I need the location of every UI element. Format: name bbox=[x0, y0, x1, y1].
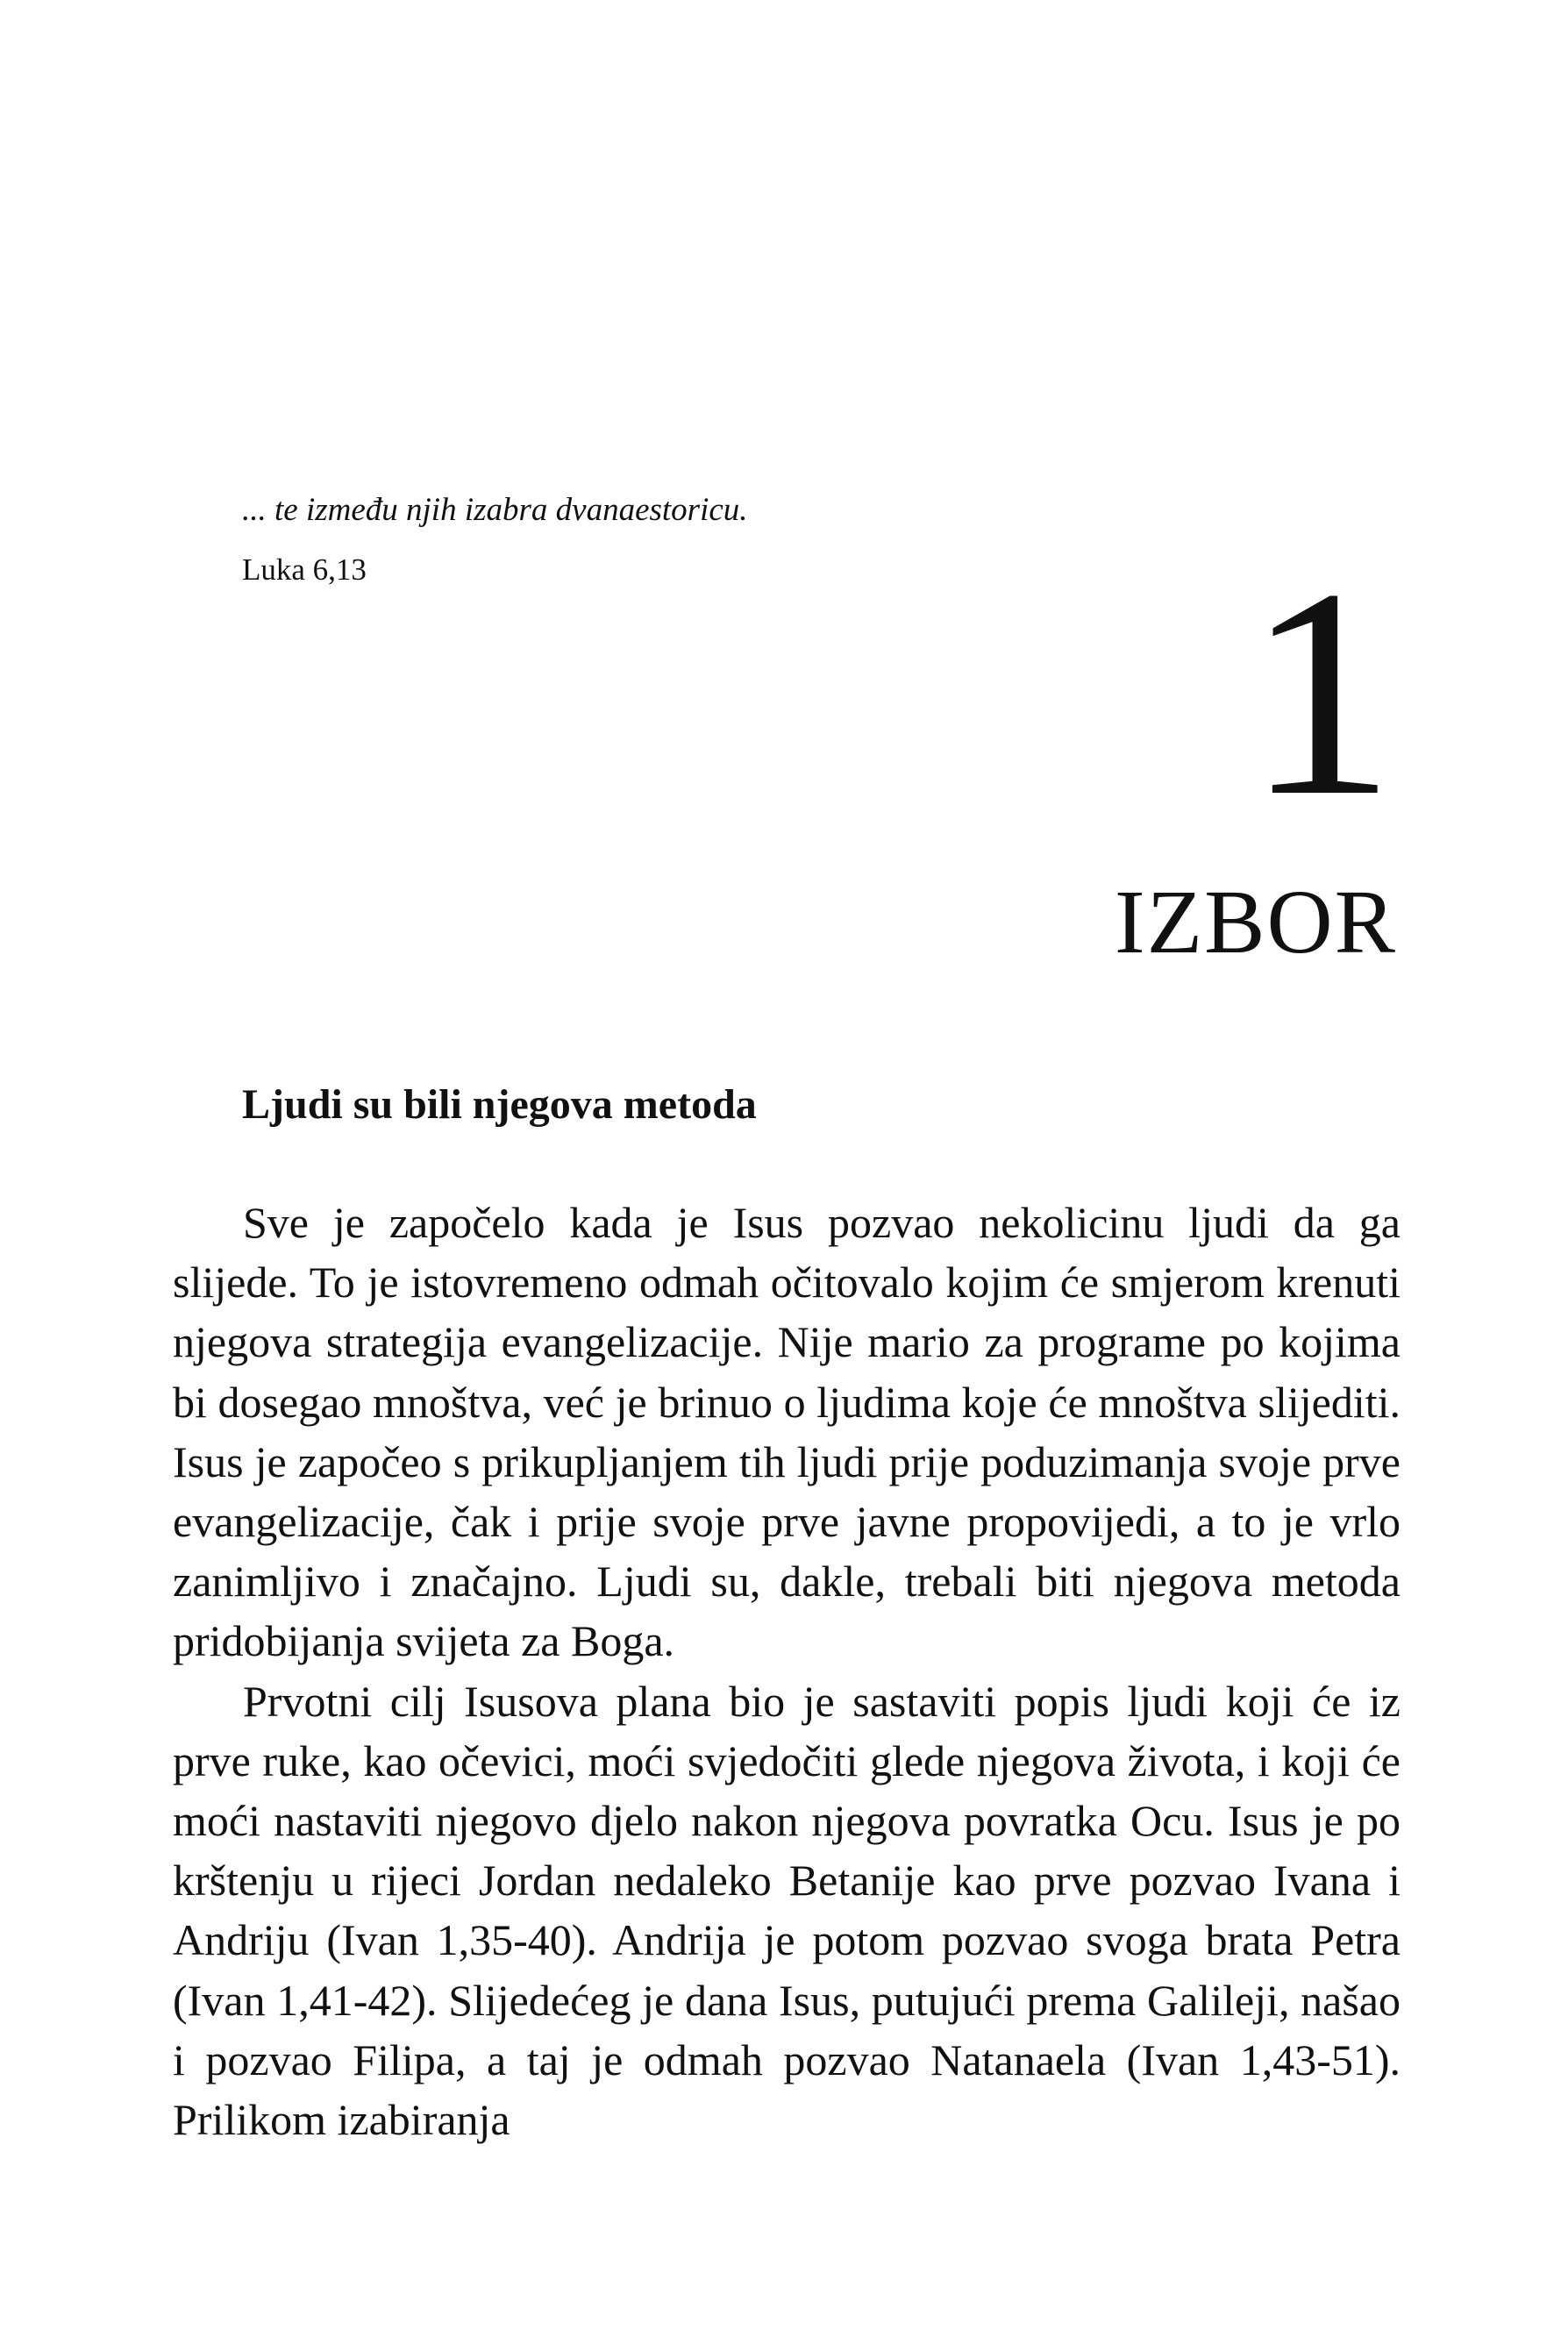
chapter-number: 1 bbox=[1246, 527, 1395, 858]
epigraph-reference: Luka 6,13 bbox=[242, 552, 367, 587]
paragraph: Sve je započelo kada je Isus pozvao nekolicinu ljudi da ga slijede. To je istovremeno odmah očitovalo kojim će smjerom krenuti njegova strategija evangelizacije. Nije mario za programe po kojima bi dosegao mnoštva, već je brinuo o ljudima koje će mnoštva slijediti. Isus je započeo s prikupljanjem tih ljudi prije poduzimanja svoje prve evangelizacije, čak i prije svoje prve javne propovijedi, a to je vrlo zanimljivo i značajno. Ljudi su, dakle, trebali biti njegova metoda pridobijanja svijeta za Boga. bbox=[173, 1198, 1401, 1666]
chapter-title: IZBOR bbox=[1115, 872, 1397, 973]
body-text bbox=[173, 1193, 1401, 2149]
paragraph: Prvotni cilj Isusova plana bio je sastaviti popis ljudi koji će iz prve ruke, kao očevici, moći svjedočiti glede njegova života, i koji će moći nastaviti njegovo djelo nakon njegova povratka Ocu. Isus je po krštenju u rijeci Jordan nedaleko Betanije kao prve pozvao Ivana i Andriju (Ivan 1,35-40). Andrija je potom pozvao svoga brata Petra (Ivan 1,41-42). Slijedećeg je dana Isus, putujući prema Galileji, našao i pozvao Filipa, a taj je odmah pozvao Natanaela (Ivan 1,43-51). Prilikom izabiranja bbox=[173, 1676, 1401, 2145]
epigraph-quote: ... te između njih izabra dvanaestoricu. bbox=[242, 492, 748, 528]
section-heading: Ljudi su bili njegova metoda bbox=[242, 1081, 757, 1128]
